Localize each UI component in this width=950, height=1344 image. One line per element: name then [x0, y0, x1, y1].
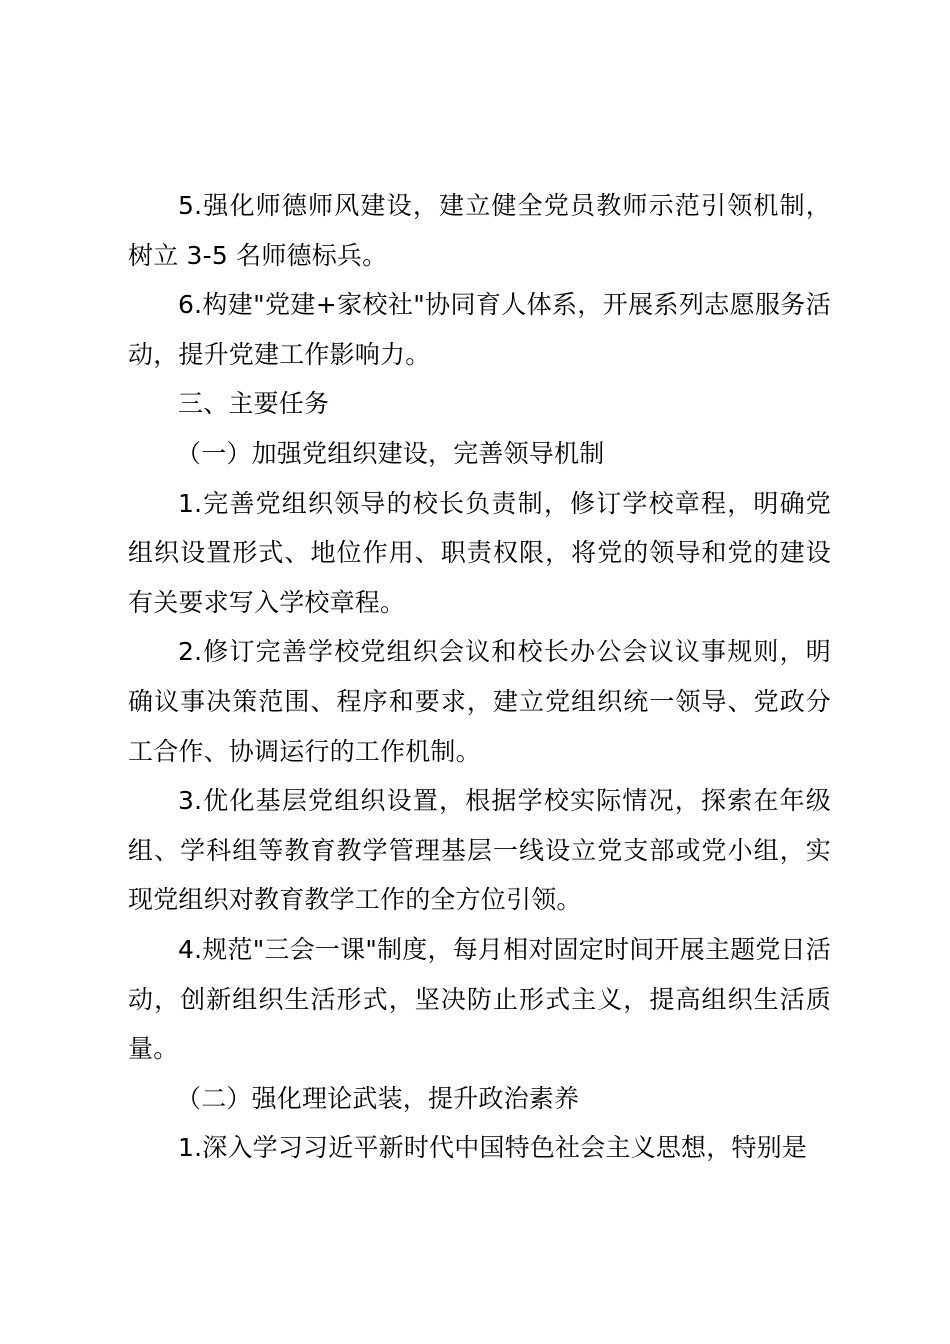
subsection-heading-2: （二）强化理论武装，提升政治素养 [176, 1083, 580, 1113]
subsection-heading-1: （一）加强党组织建设，完善领导机制 [176, 438, 605, 468]
paragraph-task-1-2: 2.修订完善学校党组织会议和校长办公会议议事规则，明确议事决策范围、程序和要求，建立党组织统一领导、党政分工合作、协调运行的工作机制。 [128, 637, 831, 766]
paragraph-task-1-4: 4.规范"三会一课"制度，每月相对固定时间开展主题党日活动，创新组织生活形式，坚决防止形式主义，提高组织生活质量。 [128, 934, 831, 1064]
paragraph-goal-6: 6.构建"党建+家校社"协同育人体系，开展系列志愿服务活动，提升党建工作影响力。 [128, 290, 831, 369]
paragraph-task-1-1: 1.完善党组织领导的校长负责制，修订学校章程，明确党组织设置形式、地位作用、职责权限，将党的领导和党的建设有关要求写入学校章程。 [128, 488, 831, 617]
paragraph-task-1-3: 3.优化基层党组织设置，根据学校实际情况，探索在年级组、学科组等教育教学管理基层一线设立党支部或党小组，实现党组织对教育教学工作的全方位引领。 [128, 786, 831, 915]
paragraph-task-2-1: 1.深入学习习近平新时代中国特色社会主义思想，特别是 [178, 1133, 808, 1163]
section-heading-main-tasks: 三、主要任务 [178, 389, 330, 419]
paragraph-goal-5: 5.强化师德师风建设，建立健全党员教师示范引领机制，树立 3-5 名师德标兵。 [128, 191, 831, 270]
document-body [128, 181, 831, 1173]
